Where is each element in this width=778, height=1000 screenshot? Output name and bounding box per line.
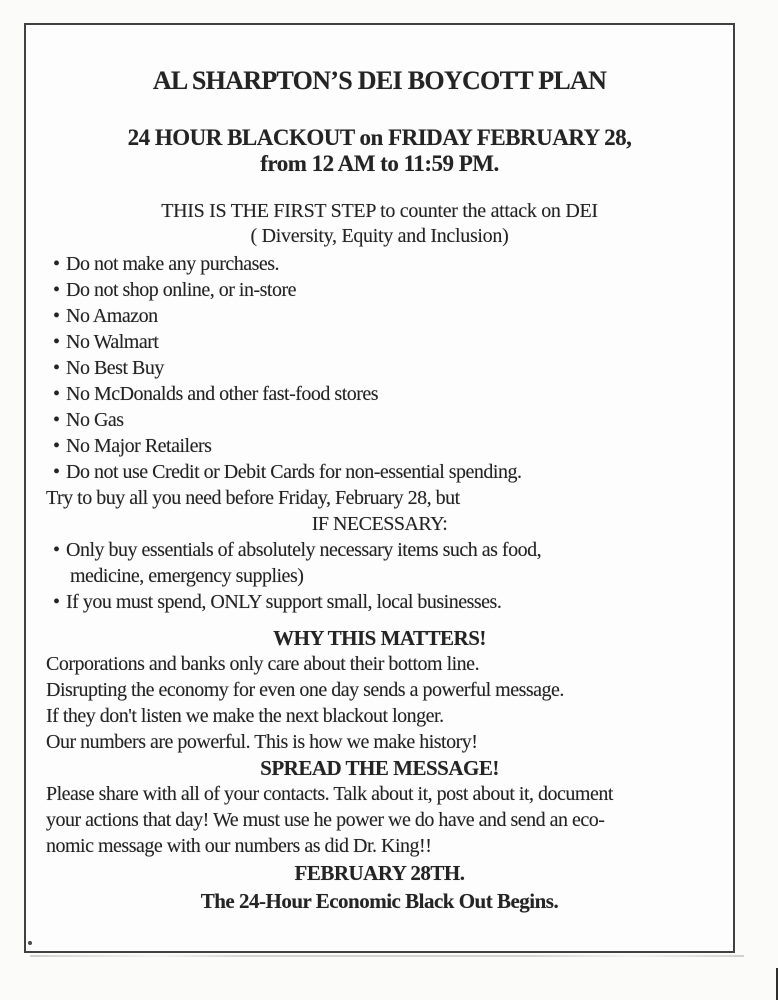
bullet-icon: • (53, 253, 60, 275)
list-item (46, 459, 713, 485)
essential-line1: Only buy essentials of absolutely necessary items such as food, (66, 539, 542, 561)
spread-line: nomic message with our numbers as did Dr. King!! (46, 835, 432, 857)
bullet-icon: • (53, 539, 60, 561)
spread-paragraph (46, 781, 713, 859)
why-line: Corporations and banks only care about their bottom line. (46, 653, 480, 675)
rule-text: No Gas (66, 409, 124, 431)
list-item (46, 303, 713, 329)
essential-line2: medicine, emergency supplies) (70, 565, 304, 587)
rule-text: Do not use Credit or Debit Cards for non-essential spending. (66, 461, 522, 483)
rule-text: No Best Buy (66, 357, 164, 379)
spread-line: your actions that day! We must use he power we do have and send an eco- (46, 809, 605, 831)
essentials-list (46, 537, 713, 615)
why-line: Disrupting the economy for even one day sends a powerful message. (46, 679, 564, 701)
first-step-line2: ( Diversity, Equity and Inclusion) (250, 225, 509, 247)
bullet-icon: • (53, 591, 60, 613)
why-paragraph (46, 651, 713, 755)
list-item (46, 277, 713, 303)
first-step-note (46, 199, 713, 249)
spread-line: Please share with all of your contacts. Talk about it, post about it, document (46, 783, 613, 805)
try-to-buy-line: Try to buy all you need before Friday, February 28, but (46, 487, 460, 509)
bullet-icon: • (53, 435, 60, 457)
first-step-line1: THIS IS THE FIRST STEP to counter the attack on DEI (161, 200, 598, 222)
bullet-icon: • (53, 305, 60, 327)
list-item (46, 537, 713, 589)
bullet-icon: • (53, 279, 60, 301)
list-item (46, 355, 713, 381)
date-heading: FEBRUARY 28TH. (294, 861, 465, 885)
blackout-heading-line2: from 12 AM to 11:59 PM. (260, 151, 499, 176)
list-item (46, 251, 713, 277)
blackout-heading (46, 125, 713, 177)
bullet-icon: • (53, 461, 60, 483)
if-necessary-heading: IF NECESSARY: (311, 513, 448, 535)
essential-text (66, 537, 541, 589)
rule-text: No Major Retailers (66, 435, 212, 457)
bullet-icon: • (53, 331, 60, 353)
list-item (46, 433, 713, 459)
flyer-title: AL SHARPTON’S DEI BOYCOTT PLAN (152, 66, 607, 95)
essential-text: If you must spend, ONLY support small, local businesses. (66, 591, 502, 613)
bullet-icon: • (53, 383, 60, 405)
scan-shadow-artifact (30, 955, 744, 957)
rule-text: No McDonalds and other fast-food stores (66, 383, 379, 405)
scan-speck-artifact (28, 941, 32, 945)
list-item (46, 381, 713, 407)
list-item (46, 589, 713, 615)
rule-text: Do not make any purchases. (66, 253, 280, 275)
blackout-heading-line1: 24 HOUR BLACKOUT on FRIDAY FEBRUARY 28, (127, 125, 632, 150)
closing-line: The 24-Hour Economic Black Out Begins. (200, 889, 559, 913)
boycott-rules-list (46, 251, 713, 485)
rule-text: No Amazon (66, 305, 158, 327)
list-item (46, 329, 713, 355)
rule-text: Do not shop online, or in-store (66, 279, 297, 301)
flyer-sheet (24, 23, 735, 953)
why-line: If they don't listen we make the next blackout longer. (46, 705, 444, 727)
spread-the-message-heading: SPREAD THE MESSAGE! (260, 756, 499, 780)
why-this-matters-heading: WHY THIS MATTERS! (273, 626, 486, 650)
why-line: Our numbers are powerful. This is how we make history! (46, 731, 478, 753)
bullet-icon: • (53, 409, 60, 431)
bullet-icon: • (53, 357, 60, 379)
list-item (46, 407, 713, 433)
rule-text: No Walmart (66, 331, 159, 353)
